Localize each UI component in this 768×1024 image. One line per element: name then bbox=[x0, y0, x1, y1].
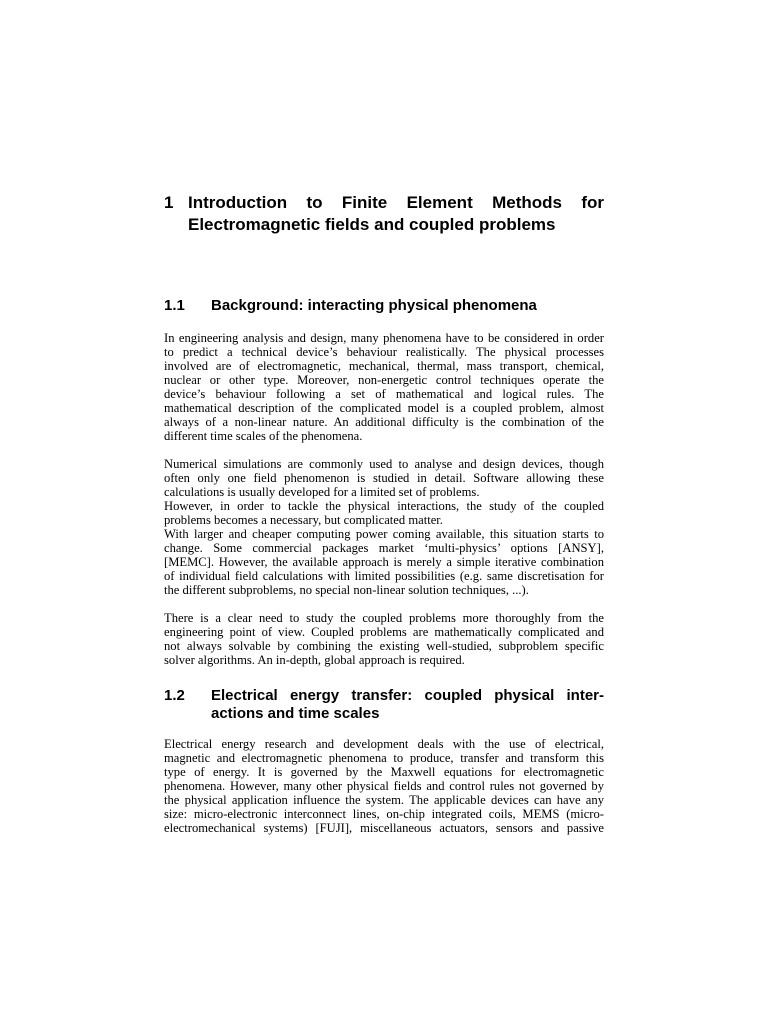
text-line: However, in order to tackle the physical interactions, the study of the coupled bbox=[164, 499, 604, 513]
section-number: 1.2 bbox=[164, 687, 185, 704]
text-line: to predict a technical device’s behaviour realistically. The physical processes bbox=[164, 345, 604, 359]
text-line: Numerical simulations are commonly used to analyse and design devices, though bbox=[164, 457, 604, 471]
text-line: size: micro-electronic interconnect lines, on-chip integrated coils, MEMS (micro- bbox=[164, 807, 604, 821]
text-line: There is a clear need to study the coupled problems more thoroughly from the bbox=[164, 611, 604, 625]
chapter-heading bbox=[164, 192, 604, 236]
text-line: the different subproblems, no special non-linear solution techniques, ...). bbox=[164, 583, 529, 597]
paragraph bbox=[164, 331, 604, 443]
paragraph bbox=[164, 611, 604, 667]
section-title: Electrical energy transfer: coupled physical inter-actions and time scales bbox=[211, 687, 604, 722]
text-line: calculations is usually developed for a limited set of problems. bbox=[164, 485, 480, 499]
text-line: device’s behaviour following a set of mathematical and logical rules. The bbox=[164, 387, 604, 401]
text-line: always of a non-linear nature. An additional difficulty is the combination of the bbox=[164, 415, 604, 429]
section-heading-1-2 bbox=[164, 687, 604, 723]
chapter-title: Introduction to Finite Element Methods for Electromagnetic fields and coupled problems bbox=[188, 193, 604, 234]
text-line: type of energy. It is governed by the Maxwell equations for electromagnetic bbox=[164, 765, 604, 779]
chapter-number: 1 bbox=[164, 193, 174, 212]
section-title: Background: interacting physical phenomena bbox=[211, 297, 537, 314]
text-line: change. Some commercial packages market ‘multi-physics’ options [ANSY], bbox=[164, 541, 604, 555]
text-line: magnetic and electromagnetic phenomena to produce, transfer and transform this bbox=[164, 751, 604, 765]
text-line: often only one field phenomenon is studied in detail. Software allowing these bbox=[164, 471, 604, 485]
text-line: phenomena. However, many other physical fields and control rules not governed by bbox=[164, 779, 604, 793]
text-line: of individual field calculations with limited possibilities (e.g. same discretisation for bbox=[164, 569, 604, 583]
text-line: involved are of electromagnetic, mechanical, thermal, mass transport, chemical, bbox=[164, 359, 604, 373]
text-line: engineering point of view. Coupled problems are mathematically complicated and bbox=[164, 625, 604, 639]
section-number: 1.1 bbox=[164, 297, 185, 314]
text-line: solver algorithms. An in-depth, global approach is required. bbox=[164, 653, 465, 667]
text-line: different time scales of the phenomena. bbox=[164, 429, 363, 443]
section-heading-1-1 bbox=[164, 297, 604, 315]
text-line: In engineering analysis and design, many phenomena have to be considered in order bbox=[164, 331, 604, 345]
text-line: electromechanical systems) [FUJI], miscellaneous actuators, sensors and passive bbox=[164, 821, 604, 835]
text-line: not always solvable by combining the existing well-studied, subproblem specific bbox=[164, 639, 604, 653]
text-line: mathematical description of the complicated model is a coupled problem, almost bbox=[164, 401, 604, 415]
text-line: [MEMC]. However, the available approach is merely a simple iterative combination bbox=[164, 555, 604, 569]
text-line: problems becomes a necessary, but complicated matter. bbox=[164, 513, 443, 527]
paragraph bbox=[164, 457, 604, 597]
paragraph bbox=[164, 737, 604, 835]
text-line: With larger and cheaper computing power coming available, this situation starts to bbox=[164, 527, 604, 541]
text-line: Electrical energy research and development deals with the use of electrical, bbox=[164, 737, 604, 751]
text-line: the physical application influence the system. The applicable devices can have any bbox=[164, 793, 604, 807]
text-line: nuclear or other type. Moreover, non-energetic control techniques operate the bbox=[164, 373, 604, 387]
